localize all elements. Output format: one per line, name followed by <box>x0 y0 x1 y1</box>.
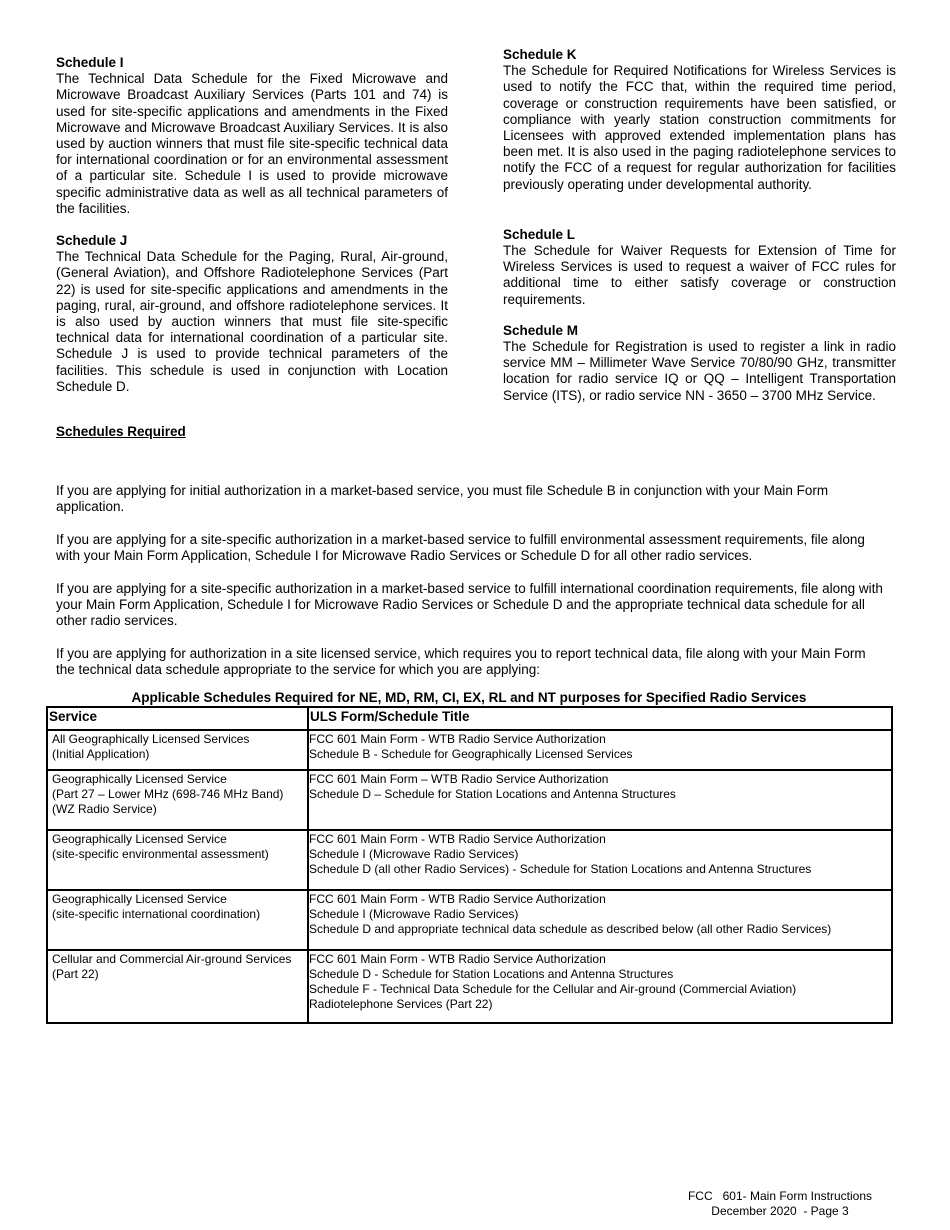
schedule-j-title: Schedule J <box>56 233 128 249</box>
cell-line: Schedule F - Technical Data Schedule for the Cellular and Air-ground (Commercial Aviation) <box>309 982 797 996</box>
cell-line: (Part 22) <box>52 967 99 981</box>
cell-line: Schedule I (Microwave Radio Services) <box>309 847 519 861</box>
schedule-k-section <box>503 47 896 193</box>
column-header-service: Service <box>47 707 308 730</box>
cell-line: (site-specific international coordination) <box>52 907 261 921</box>
schedule-i-title: Schedule I <box>56 55 124 70</box>
cell-line: Schedule I (Microwave Radio Services) <box>309 907 519 921</box>
schedule-l-body: The Schedule for Waiver Requests for Extension of Time for Wireless Services is used to request a waiver of FCC rules for additional time to either satisfy coverage or construction requirements. <box>503 243 896 307</box>
cell-line: (Initial Application) <box>52 747 150 761</box>
form-cell <box>308 890 892 950</box>
schedules-required-paragraphs <box>56 483 888 695</box>
paragraph: If you are applying for a site-specific authorization in a market-based service to fulfill international coordination requirements, file along with your Main Form Application, Schedule I for Microwave Radio Services or Schedule D and the appropriate technical data schedule for all other radio services. <box>56 581 883 629</box>
paragraph: If you are applying for authorization in a site licensed service, which requires you to report technical data, file along with your Main Form the technical data schedule appropriate to the service for which you are applying: <box>56 646 866 678</box>
form-cell <box>308 730 892 770</box>
cell-line: Schedule D (all other Radio Services) - Schedule for Station Locations and Antenna Structures <box>309 862 812 876</box>
page-footer <box>640 1189 920 1219</box>
cell-line: Schedule D and appropriate technical data schedule as described below (all other Radio Services) <box>309 922 832 936</box>
table-row <box>47 770 892 830</box>
service-cell <box>47 770 308 830</box>
table-row <box>47 730 892 770</box>
schedule-m-body: The Schedule for Registration is used to register a link in radio service MM – Millimeter Wave Service 70/80/90 GHz, transmitter location for radio service IQ or QQ – Intelligent Transportation Service (ITS), or radio service NN - 3650 – 3700 MHz Service. <box>503 339 896 403</box>
table-title: Applicable Schedules Required for NE, MD, RM, CI, EX, RL and NT purposes for Specified Radio Services <box>131 690 807 705</box>
schedule-i-section <box>56 55 448 217</box>
left-column <box>56 55 448 395</box>
cell-line: Geographically Licensed Service <box>52 772 227 786</box>
cell-line: (site-specific environmental assessment) <box>52 847 269 861</box>
cell-line: (WZ Radio Service) <box>52 802 157 816</box>
cell-line: Cellular and Commercial Air-ground Services <box>52 952 292 966</box>
form-cell <box>308 950 892 1023</box>
cell-line: FCC 601 Main Form - WTB Radio Service Authorization <box>309 952 606 966</box>
cell-line: Geographically Licensed Service <box>52 892 227 906</box>
table-row <box>47 830 892 890</box>
footer-form-name: FCC 601- Main Form Instructions <box>687 1189 873 1203</box>
cell-line: (Part 27 – Lower MHz (698-746 MHz Band) <box>52 787 284 801</box>
service-cell <box>47 890 308 950</box>
schedule-l-section <box>503 227 896 308</box>
cell-line: FCC 601 Main Form – WTB Radio Service Authorization <box>309 772 609 786</box>
cell-line: FCC 601 Main Form - WTB Radio Service Authorization <box>309 892 606 906</box>
form-cell <box>308 830 892 890</box>
cell-line: All Geographically Licensed Services <box>52 732 250 746</box>
form-cell <box>308 770 892 830</box>
column-header-form: ULS Form/Schedule Title <box>308 707 892 730</box>
cell-line: FCC 601 Main Form - WTB Radio Service Authorization <box>309 732 606 746</box>
right-column <box>503 47 896 404</box>
cell-line: FCC 601 Main Form - WTB Radio Service Authorization <box>309 832 606 846</box>
table-row <box>47 950 892 1023</box>
schedule-m-title: Schedule M <box>503 322 579 338</box>
footer-date-page: December 2020 - Page 3 <box>711 1204 849 1218</box>
schedule-l-title: Schedule L <box>503 226 576 242</box>
table-row <box>47 890 892 950</box>
schedule-i-body: The Technical Data Schedule for the Fixed Microwave and Microwave Broadcast Auxiliary Services (Parts 101 and 74) is used for site-specific applications and amendments in the Fixed Microwave and Microwave Broadcast Auxiliary Services. It is also used by auction winners that must file site-specific technical data for international coordination or for an environmental assessment of a particular site. Schedule I is used to provide microwave specific administrative data as well as all technical parameters of the facilities. <box>56 71 448 216</box>
service-cell <box>47 830 308 890</box>
cell-line: Schedule D - Schedule for Station Locations and Antenna Structures <box>309 967 674 981</box>
schedule-k-title: Schedule K <box>503 47 577 62</box>
cell-line: Schedule B - Schedule for Geographically Licensed Services <box>309 747 633 761</box>
cell-line: Schedule D – Schedule for Station Locations and Antenna Structures <box>309 787 676 801</box>
schedule-m-section <box>503 323 896 404</box>
service-cell <box>47 950 308 1023</box>
paragraph: If you are applying for a site-specific authorization in a market-based service to fulfill environmental assessment requirements, file along with your Main Form Application, Schedule I for Microwave Radio Services or Schedule D for all other radio services. <box>56 532 865 564</box>
service-cell <box>47 730 308 770</box>
schedules-table <box>46 706 893 1024</box>
paragraph: If you are applying for initial authorization in a market-based service, you must file Schedule B in conjunction with your Main Form application. <box>56 483 829 515</box>
schedules-required-heading: Schedules Required <box>56 424 186 439</box>
cell-line: Geographically Licensed Service <box>52 832 227 846</box>
cell-line: Radiotelephone Services (Part 22) <box>309 997 493 1011</box>
schedule-j-section <box>56 233 448 395</box>
schedule-k-body: The Schedule for Required Notifications for Wireless Services is used to notify the FCC that, within the required time period, coverage or construction requirements have been satisfied, or compliance with yearly station construction commitments for Licensees with approved extended implementation plans has been met. It is also used in the paging radiotelephone services to notify the FCC of a request for regular authorization for facilities previously operating under developmental authority. <box>503 63 896 192</box>
schedule-j-body: The Technical Data Schedule for the Paging, Rural, Air-ground, (General Aviation), and Offshore Radiotelephone Services (Part 22) is used for site-specific applications and amendments in the paging, rural, air-ground, and offshore radiotelephone services. It is also used by auction winners that must file site-specific technical data for international coordination of a particular site. Schedule J is used to provide technical parameters of the facilities. This schedule is used in conjunction with Location Schedule D. <box>56 249 448 394</box>
table-header-row <box>47 707 892 730</box>
